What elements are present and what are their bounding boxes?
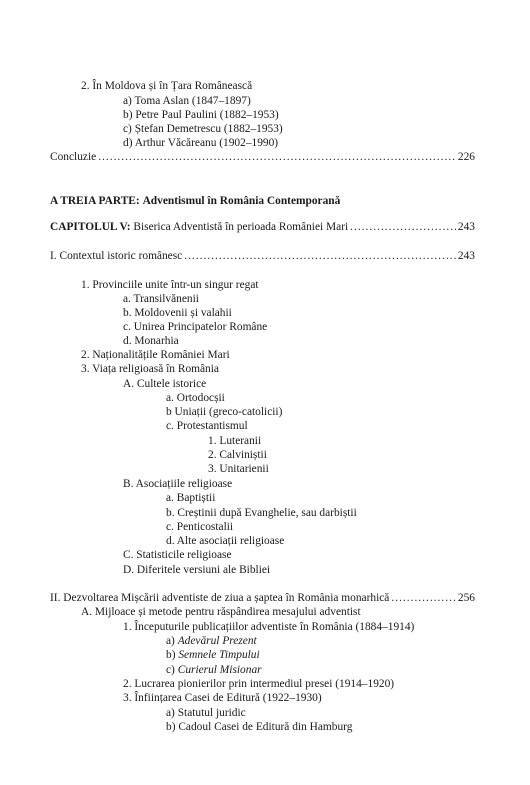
toc-entry-monarhia: d. Monarhia [123, 335, 179, 347]
toc-entry-concluzie[interactable] [50, 150, 475, 164]
dot-leader [98, 150, 456, 164]
publication-title: Adevărul Prezent [177, 635, 257, 647]
chapter-title: Biserica Adventistă în perioada României Mari [133, 221, 349, 233]
toc-entry-adevarul-prezent [166, 634, 257, 648]
toc-entry-curierul-misionar [166, 663, 262, 677]
publication-title: Curierul Misionar [177, 664, 262, 676]
dot-leader [184, 249, 456, 263]
page-number: 243 [457, 221, 475, 233]
toc-entry-lucrarea-pionierilor: 2. Lucrarea pionierilor prin intermediul presei (1914–1920) [123, 678, 395, 690]
toc-entry-stefan-demetrescu: c) Ștefan Demetrescu (1882–1953) [123, 123, 283, 135]
part-heading [50, 194, 340, 208]
dot-leader [391, 591, 456, 605]
page-number: 256 [457, 592, 475, 604]
item-prefix: b) [166, 649, 176, 661]
toc-entry-uniatii: b Uniații (greco-catolicii) [166, 406, 283, 418]
toc-entry-moldova: 2. În Moldova și în Țara Românească [81, 80, 253, 92]
item-prefix: a) [166, 635, 175, 647]
toc-entry-luteranii: 1. Luteranii [208, 435, 262, 447]
toc-entry-moldovenii: b. Moldovenii și valahii [123, 307, 232, 319]
toc-entry-statisticile: C. Statisticile religioase [123, 549, 232, 561]
toc-entry-nationalitatile: 2. Naționalitățile României Mari [81, 349, 230, 361]
page-number: 243 [457, 250, 475, 262]
toc-entry-cadoul-hamburg: b) Cadoul Casei de Editură din Hamburg [166, 721, 353, 733]
part-label: A TREIA PARTE: [50, 195, 140, 207]
toc-entry-label: Concluzie [50, 151, 97, 163]
toc-entry-unitarienii: 3. Unitarienii [208, 463, 269, 475]
item-prefix: c) [166, 664, 175, 676]
toc-entry-section-1[interactable] [50, 249, 475, 263]
toc-entry-infiintarea: 3. Înființarea Casei de Editură (1922–1930) [123, 692, 322, 704]
toc-entry-petre-paulini: b) Petre Paul Paulini (1882–1953) [123, 109, 279, 121]
chapter-label: CAPITOLUL V: [50, 221, 131, 233]
toc-entry-cultele-istorice: A. Cultele istorice [123, 378, 207, 390]
toc-entry-section-2[interactable] [50, 591, 475, 605]
toc-entry-inceputurile: 1. Începuturile publicațiilor adventiste în România (1884–1914) [123, 621, 415, 633]
toc-entry-unirea: c. Unirea Principatelor Române [123, 321, 268, 333]
page-number: 226 [457, 151, 475, 163]
toc-entry-provinciile: 1. Provinciile unite într-un singur regat [81, 279, 259, 291]
toc-entry-baptistii: a. Baptiștii [166, 492, 216, 504]
publication-title: Semnele Timpului [178, 649, 260, 661]
part-title: Adventismul în România Contemporană [142, 195, 341, 207]
toc-entry-protestantismul: c. Protestantismul [166, 420, 248, 432]
toc-entry-mijloace: A. Mijloace și metode pentru răspândirea mesajului adventist [81, 606, 361, 618]
toc-entry-crestinii: b. Creștinii după Evanghelie, sau darbiștii [166, 507, 357, 519]
toc-entry-viata-religioasa: 3. Viața religioasă în România [81, 363, 219, 375]
toc-entry-label: II. Dezvoltarea Mișcării adventiste de ziua a șaptea în România monarhică [50, 592, 390, 604]
toc-entry-toma-aslan: a) Toma Aslan (1847–1897) [123, 95, 251, 107]
toc-entry-penticostalii: c. Penticostalii [166, 521, 234, 533]
toc-entry-arthur-vacareanu: d) Arthur Văcăreanu (1902–1990) [123, 137, 279, 149]
toc-entry-asociatiile: B. Asociațiile religioase [123, 478, 233, 490]
toc-entry-ortodocsii: a. Ortodocșii [166, 392, 225, 404]
toc-entry-transilvanenii: a. Transilvănenii [123, 293, 199, 305]
toc-entry-label [50, 220, 348, 234]
toc-entry-label: I. Contextul istoric românesc [50, 250, 183, 262]
toc-entry-alte-asociatii: d. Alte asociații religioase [166, 535, 285, 547]
toc-entry-semnele-timpului [166, 648, 260, 662]
toc-entry-calvinistii: 2. Calviniștii [208, 449, 267, 461]
toc-entry-chapter-5[interactable] [50, 220, 475, 234]
toc-entry-statutul-juridic: a) Statutul juridic [166, 707, 246, 719]
dot-leader [350, 220, 456, 234]
toc-entry-versiuni-biblie: D. Diferitele versiuni ale Bibliei [123, 564, 271, 576]
